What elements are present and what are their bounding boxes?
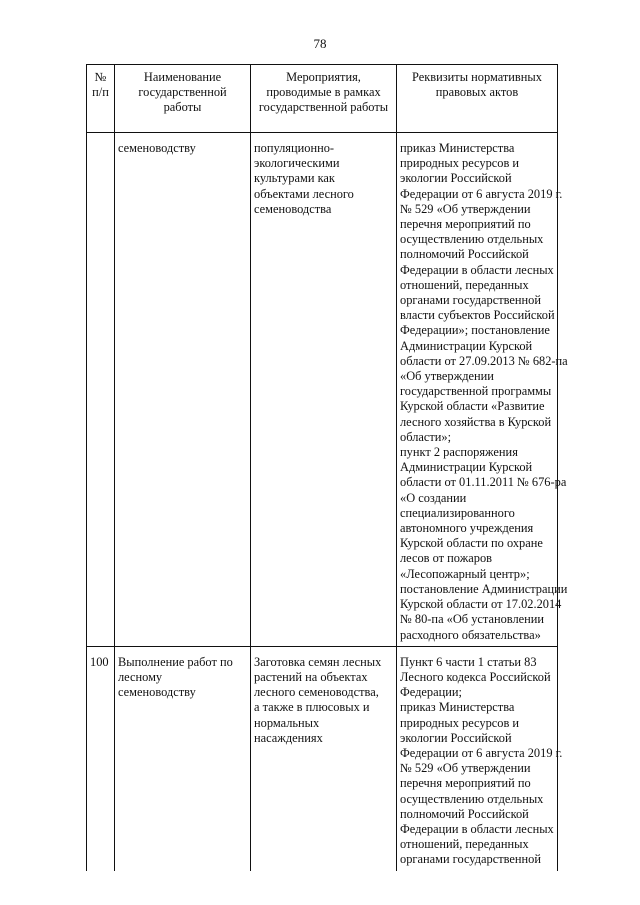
text-line: экологии Российской xyxy=(400,171,512,186)
text-line: правовых актов xyxy=(435,85,519,100)
text-line: п/п xyxy=(92,85,109,100)
header-events xyxy=(251,65,397,133)
text-line: отношений, переданных xyxy=(400,837,529,852)
text-line: Федерации; xyxy=(400,685,462,700)
text-line: Администрации Курской xyxy=(400,460,533,475)
table-row xyxy=(87,646,558,870)
text-line: лесному xyxy=(118,669,163,684)
text-line: приказ Министерства xyxy=(400,700,515,715)
text-line: Курской области от 17.02.2014 xyxy=(400,597,562,612)
text-line: «Лесопожарный центр»; xyxy=(400,566,530,581)
text-line: культурами как xyxy=(254,171,335,186)
text-line: семеноводства xyxy=(254,201,332,216)
text-line: полномочий Российской xyxy=(400,806,529,821)
row-work-name xyxy=(115,646,251,870)
text-line: лесного семеноводства, xyxy=(254,685,379,700)
text-line: Федерации от 6 августа 2019 г. xyxy=(400,186,563,201)
text-line: власти субъектов Российской xyxy=(400,308,555,323)
table-row xyxy=(87,133,558,647)
text-line: проводимые в рамках xyxy=(266,85,381,100)
text-line: Федерации»; постановление xyxy=(400,323,550,338)
text-line: № xyxy=(94,70,107,84)
text-line: области»; xyxy=(400,429,452,444)
text-line: Пункт 6 части 1 статьи 83 xyxy=(400,654,537,669)
text-line: семеноводству xyxy=(118,685,196,700)
text-line: объектами лесного xyxy=(254,186,354,201)
text-line: Заготовка семян лесных xyxy=(254,654,382,669)
text-line: работы xyxy=(163,100,202,115)
row-events xyxy=(251,646,397,870)
table-header-row xyxy=(87,65,558,133)
text-line: насаждениях xyxy=(254,730,323,745)
header-legal-acts xyxy=(397,65,558,133)
text-line: государственной xyxy=(138,85,227,100)
page-number: 78 xyxy=(313,36,327,51)
text-line: экологии Российской xyxy=(400,730,512,745)
row-legal-acts xyxy=(397,646,563,870)
row-number xyxy=(87,133,115,647)
header-number xyxy=(87,65,115,133)
text-line: популяционно- xyxy=(254,141,335,155)
text-line: лесного хозяйства в Курской xyxy=(400,414,552,429)
text-line: природных ресурсов и xyxy=(400,156,520,171)
row-events xyxy=(251,133,397,647)
text-line: Курской области «Развитие xyxy=(400,399,545,414)
text-line: Наименование xyxy=(143,70,222,84)
text-line: экологическими xyxy=(254,156,340,171)
text-line: № 529 «Об утверждении xyxy=(400,761,531,776)
row-work-name xyxy=(115,133,251,647)
text-line: «О создании xyxy=(400,490,467,505)
text-line: Мероприятия, xyxy=(286,70,361,84)
row-number: 100 xyxy=(87,646,115,870)
text-line: области от 27.09.2013 № 682-па xyxy=(400,353,568,368)
text-line: а также в плюсовых и xyxy=(254,700,370,715)
text-line: семеноводству xyxy=(118,141,196,155)
row-legal-acts xyxy=(397,133,568,647)
text-line: природных ресурсов и xyxy=(400,715,520,730)
text-line: лесов от пожаров xyxy=(400,551,492,566)
text-line: Курской области по охране xyxy=(400,536,543,551)
text-line: специализированного xyxy=(400,505,515,520)
text-line: осуществлению отдельных xyxy=(400,791,544,806)
text-line: государственной работы xyxy=(258,100,389,115)
header-work-name xyxy=(115,65,251,133)
text-line: Лесного кодекса Российской xyxy=(400,669,551,684)
text-line: приказ Министерства xyxy=(400,141,515,155)
text-line: органами государственной xyxy=(400,852,541,867)
text-line: Администрации Курской xyxy=(400,338,533,353)
text-line: № 529 «Об утверждении xyxy=(400,201,531,216)
document-table xyxy=(86,64,568,871)
text-line: перечня мероприятий по xyxy=(400,217,531,232)
text-line: Выполнение работ по xyxy=(118,654,233,669)
text-line: пункт 2 распоряжения xyxy=(400,445,518,460)
text-line: Федерации от 6 августа 2019 г. xyxy=(400,745,563,760)
text-line: расходного обязательства» xyxy=(400,627,541,642)
text-line: полномочий Российской xyxy=(400,247,529,262)
text-line: Реквизиты нормативных xyxy=(412,70,542,84)
text-line: нормальных xyxy=(254,715,320,730)
text-line: Федерации в области лесных xyxy=(400,821,554,836)
text-line: автономного учреждения xyxy=(400,521,534,536)
text-line: «Об утверждении xyxy=(400,369,494,384)
text-line: постановление Администрации xyxy=(400,581,568,596)
text-line: государственной программы xyxy=(400,384,552,399)
text-line: отношений, переданных xyxy=(400,277,529,292)
text-line: № 80-па «Об установлении xyxy=(400,612,545,627)
text-line: перечня мероприятий по xyxy=(400,776,531,791)
text-line: осуществлению отдельных xyxy=(400,232,544,247)
text-line: области от 01.11.2011 № 676-ра xyxy=(400,475,567,490)
text-line: органами государственной xyxy=(400,293,541,308)
text-line: растений на объектах xyxy=(254,669,368,684)
text-line: Федерации в области лесных xyxy=(400,262,554,277)
